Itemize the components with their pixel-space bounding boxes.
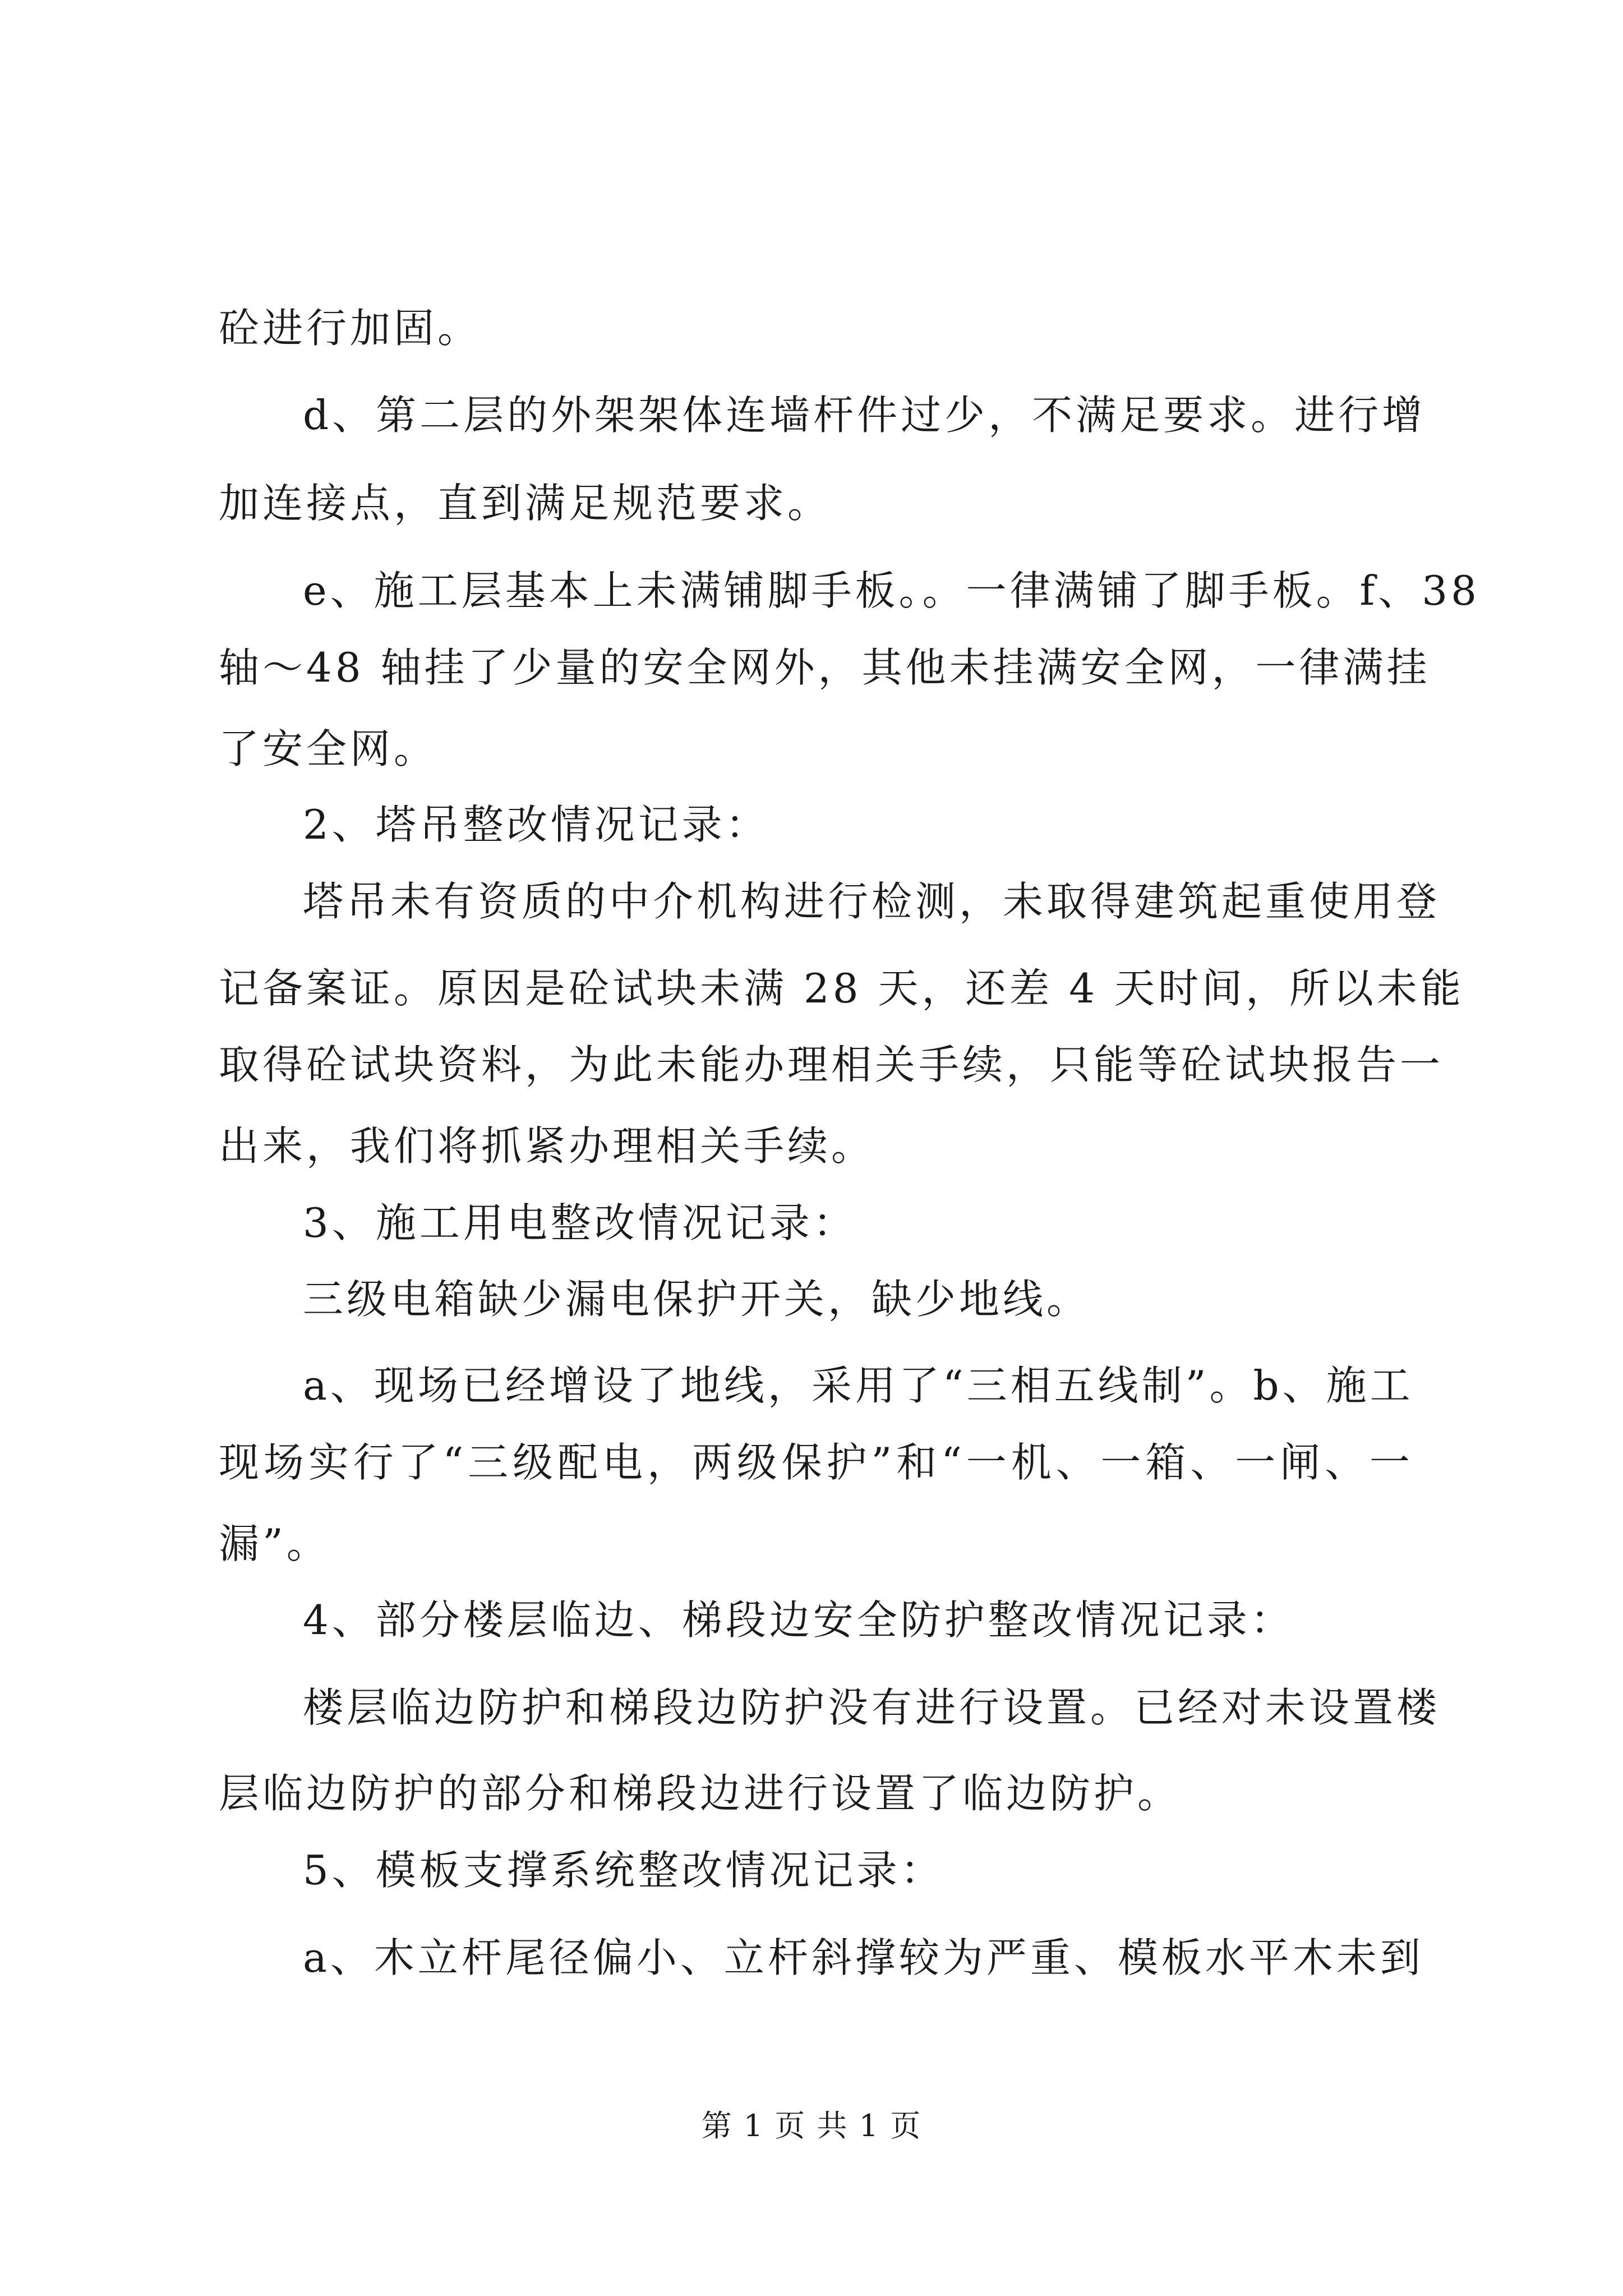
text-line: 取得砼试块资料，为此未能办理相关手续，只能等砼试块报告一 <box>219 1041 1444 1088</box>
text-line: e、施工层基本上未满铺脚手板。。一律满铺了脚手板。f、38 <box>303 567 1480 614</box>
text-line: 砼进行加固。 <box>219 305 482 352</box>
text-line: 三级电箱缺少漏电保护开关，缺少地线。 <box>303 1276 1091 1323</box>
text-line: 加连接点，直到满足规范要求。 <box>219 480 832 527</box>
text-line: 出来，我们将抓紧办理相关手续。 <box>219 1122 875 1170</box>
text-line: 2、塔吊整改情况记录： <box>303 801 769 848</box>
text-line: a、木立杆尾径偏小、立杆斜撑较为严重、模板水平木未到 <box>303 1934 1424 1981</box>
text-line: 层临边防护的部分和梯段边进行设置了临边防护。 <box>219 1770 1182 1817</box>
text-line: 漏”。 <box>219 1520 330 1567</box>
text-line: 楼层临边防护和梯段边防护没有进行设置。已经对未设置楼 <box>303 1684 1441 1731</box>
text-line: 现场实行了“三级配电，两级保护”和“一机、一箱、一闸、一 <box>219 1439 1413 1486</box>
text-line: 3、施工用电整改情况记录： <box>303 1199 857 1246</box>
text-line: d、第二层的外架架体连墙杆件过少，不满足要求。进行增 <box>303 392 1426 439</box>
text-line: 塔吊未有资质的中介机构进行检测，未取得建筑起重使用登 <box>303 878 1441 925</box>
text-line: 4、部分楼层临边、梯段边安全防护整改情况记录： <box>303 1596 1294 1644</box>
text-line: 5、模板支撑系统整改情况记录： <box>303 1847 944 1894</box>
text-line: 记备案证。原因是砼试块未满 28 天，还差 4 天时间，所以未能 <box>219 965 1464 1012</box>
page-footer: 第 1 页 共 1 页 <box>701 2108 922 2143</box>
text-line: 了安全网。 <box>219 725 438 772</box>
text-line: 轴～48 轴挂了少量的安全网外，其他未挂满安全网，一律满挂 <box>219 644 1431 691</box>
text-line: a、现场已经增设了地线，采用了“三相五线制”。b、施工 <box>303 1362 1414 1409</box>
